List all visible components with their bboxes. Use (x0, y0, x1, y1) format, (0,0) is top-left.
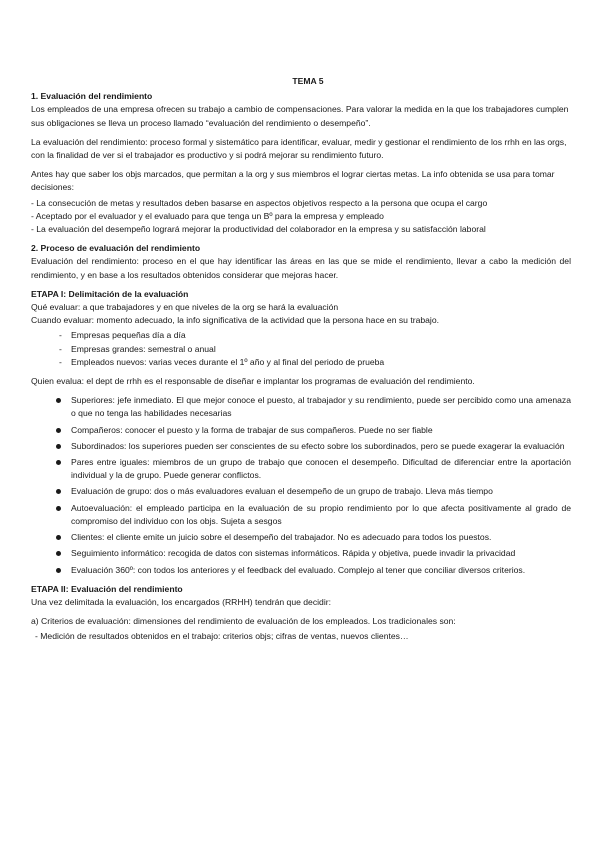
bullet-icon (56, 428, 61, 433)
list-item: Autoevaluación: el empleado participa en la evaluación de su propio rendimiento por lo que afecta positivamente al grado de compromiso del individuo con los objs. Sujeta a sesgos (31, 502, 571, 528)
bullet-icon (56, 506, 61, 511)
section-1-paragraph-2: La evaluación del rendimiento: proceso formal y sistemático para identificar, evaluar, medir y gestionar el rendimiento de los rrhh en las orgs, con la finalidad de ver si el trabajador es productivo y si podrá mejorar su rendimiento futuro. (31, 136, 567, 161)
decision-item: - La evaluación del desempeño logrará mejorar la productividad del colaborador en la empresa y su satisfacción laboral (31, 224, 486, 235)
when-list (31, 329, 571, 369)
etapa-2-paragraph-3: - Medición de resultados obtenidos en el trabajo: criterios objs; cifras de ventas, nuevos clientes… (35, 631, 409, 642)
bullet-icon (56, 398, 61, 403)
document-content (31, 75, 571, 644)
bullet-icon (56, 489, 61, 494)
section-2-heading: 2. Proceso de evaluación del rendimiento (31, 243, 201, 254)
bullet-icon (56, 460, 61, 465)
section-1-paragraph-3: Antes hay que saber los objs marcados, que permitan a la org y sus miembros el lograr ciertas metas. La info obtenida se usa para tomar decisiones: (31, 169, 555, 193)
etapa-2-paragraph-1: Una vez delimitada la evaluación, los encargados (RRHH) tendrán que decidir: (31, 596, 331, 607)
section-2-paragraph-1: Evaluación del rendimiento: proceso en el que hay identificar las áreas en las que se mide el rendimiento, llevar a cabo la medición del rendimiento, y en base a los resultados obtenidos considerar que mejoras hacer. (31, 256, 571, 280)
section-1-heading: 1. Evaluación del rendimiento (31, 91, 153, 102)
bullet-icon (56, 568, 61, 573)
section-1-paragraph-1: Los empleados de una empresa ofrecen su trabajo a cambio de compensaciones. Para valorar la medida en la que los trabajadores cumplen sus obligaciones se lleva un proceso llamado “evaluación del rendimiento o desempeño”. (31, 104, 569, 128)
list-item: Superiores: jefe inmediato. El que mejor conoce el puesto, al trabajador y su rendimiento, puede ser percibido como una amenaza o que no tenga las habilidades necesarias (31, 394, 571, 420)
etapa-2-paragraph-2: a) Criterios de evaluación: dimensiones del rendimiento de evaluación de los empleados. Los tradicionales son: (31, 616, 456, 627)
etapa-2-heading: ETAPA II: Evaluación del rendimiento (31, 583, 183, 594)
list-item: Seguimiento informático: recogida de datos con sistemas informáticos. Rápida y objetiva, puede invadir la privacidad (31, 547, 571, 560)
bullet-icon (56, 535, 61, 540)
list-item: Subordinados: los superiores pueden ser conscientes de su efecto sobre los subordinados, pero se puede exagerar la evaluación (31, 440, 571, 453)
decision-item: - Aceptado por el evaluador y el evaluado para que tenga un Bº para la empresa y empleado (31, 210, 384, 221)
list-item: Evaluación de grupo: dos o más evaluadores evaluan el desempeño de un grupo de trabajo. Lleva más tiempo (31, 485, 571, 498)
list-item: Pares entre iguales: miembros de un grupo de trabajo que conocen el desempeño. Dificultad de diferenciar entre la aportación individual y la de grupo. Puede generar conflictos. (31, 456, 571, 482)
etapa-1-heading: ETAPA I: Delimitación de la evaluación (31, 288, 189, 299)
evaluators-list (31, 394, 571, 576)
cuando-evaluar-paragraph: Cuando evaluar: momento adecuado, la info significativa de la actividad que la persona hace en su trabajo. (31, 315, 439, 326)
list-item: - Empresas grandes: semestral o anual (31, 343, 571, 356)
que-evaluar-paragraph: Qué evaluar: a que trabajadores y en que niveles de la org se hará la evaluación (31, 302, 339, 313)
bullet-icon (56, 551, 61, 556)
list-item: - Empleados nuevos: varias veces durante el 1º año y al final del periodo de prueba (31, 356, 571, 369)
decision-list (31, 197, 571, 237)
list-item: Clientes: el cliente emite un juicio sobre el desempeño del trabajador. No es adecuado para todos los puestos. (31, 531, 571, 544)
quien-evalua-paragraph: Quien evalua: el dept de rrhh es el responsable de diseñar e implantar los programas de evaluación del rendimiento. (31, 376, 475, 387)
list-item: Evaluación 360º: con todos los anteriores y el feedback del evaluado. Complejo al tener que conciliar diversos criterios. (31, 564, 571, 577)
bullet-icon (56, 444, 61, 449)
decision-item: - La consecución de metas y resultados deben basarse en aspectos objetivos respecto a la persona que ocupa el cargo (31, 197, 488, 208)
list-item: - Empresas pequeñas día a día (31, 329, 571, 342)
list-item: Compañeros: conocer el puesto y la forma de trabajar de sus compañeros. Puede no ser fiable (31, 424, 571, 437)
document-title: TEMA 5 (292, 76, 324, 86)
